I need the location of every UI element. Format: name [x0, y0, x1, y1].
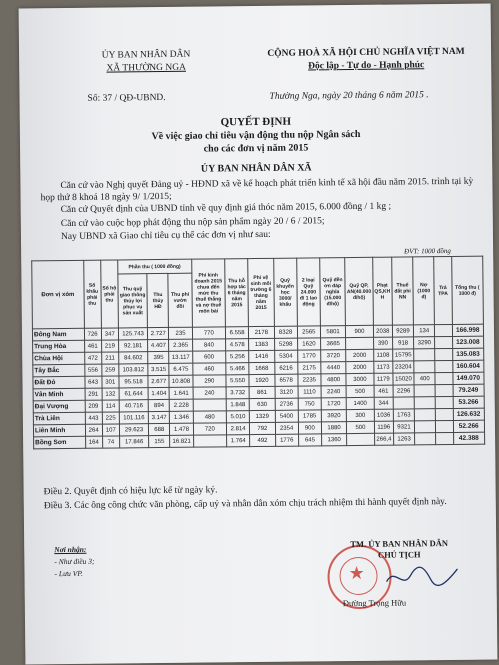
table-cell: 103.812 — [119, 364, 148, 376]
table-cell: 645 — [298, 434, 321, 446]
recipient-item: - Như điều 3; — [54, 556, 95, 567]
table-cell: 74 — [102, 436, 119, 448]
handwritten-signature — [384, 561, 459, 592]
col-header: Phí kinh doanh 2015 chưa đến mức thu thuế thắng và nợ thuế môn bài — [191, 259, 225, 327]
table-cell: 461 — [84, 340, 101, 352]
table-cell — [435, 384, 452, 396]
table-cell: 390 — [373, 337, 392, 349]
table-cell: 291 — [85, 388, 102, 400]
table-cell — [193, 399, 226, 411]
document-subtitle-1: Về việc giao chỉ tiêu vận động thu nộp Ngân sách — [151, 128, 361, 143]
col-header: Tổng thu ( 1000 đ) — [451, 256, 483, 324]
unit-name-cell: Đất Đỏ — [33, 376, 85, 389]
table-cell: 1.641 — [169, 387, 192, 399]
col-header: Thu phí vườn đồi — [168, 273, 192, 327]
table-cell: 4.578 — [226, 339, 249, 351]
col-header: Thu quỹ giao thông thủy lợi phục vụ sản xuất — [118, 274, 148, 328]
table-cell: 1.848 — [226, 399, 249, 411]
recipients — [54, 544, 95, 580]
table-cell: 3120 — [275, 386, 298, 398]
table-cell: 500 — [347, 421, 375, 433]
table-cell: 344 — [374, 397, 393, 409]
col-header: Quỹ đền ơn đáp nghĩa (15.000 đ/hộ) — [320, 258, 346, 326]
nation-line2: Độc lập - Tự do - Hạnh phúc — [308, 60, 425, 72]
table-cell: 15020 — [393, 373, 414, 385]
signature-block — [324, 538, 474, 562]
nation-line1: CỘNG HOÀ XÃ HỘI CHỦ NGHĨA VIỆT NAM — [267, 46, 465, 59]
table-cell — [436, 408, 453, 420]
col-header: Đơn vị xóm — [32, 260, 84, 329]
table-cell: 2175 — [298, 362, 321, 374]
table-cell: 114 — [102, 400, 119, 412]
signature-role: CHỦ TỊCH — [377, 549, 421, 560]
table-cell: 347 — [101, 328, 118, 340]
col-header: Thu hỗ hợp tác 6 tháng năm 2015 — [225, 259, 249, 327]
table-cell: 1173 — [373, 361, 392, 373]
table-cell: 17.846 — [119, 436, 148, 448]
table-cell — [415, 433, 436, 445]
table-cell: 1360 — [322, 434, 347, 446]
table-cell — [436, 432, 453, 444]
table-cell: 4.407 — [148, 339, 169, 351]
table-cell: 1785 — [298, 410, 321, 422]
table-cell: 1196 — [374, 421, 393, 433]
total-cell: 126.632 — [453, 408, 485, 420]
table-cell: 290 — [193, 375, 226, 387]
unit-name-cell: Đại Vượng — [33, 400, 85, 413]
table-cell: 861 — [249, 386, 274, 398]
table-cell — [415, 421, 436, 433]
table-cell: 211 — [101, 352, 118, 364]
table-cell: 1763 — [393, 409, 414, 421]
table-cell: 8328 — [274, 326, 297, 338]
table-cell: 5400 — [275, 410, 298, 422]
unit-name-cell: Đông Nam — [32, 328, 84, 341]
table-cell: 400 — [414, 373, 435, 385]
article-3: Điều 3. Các ông công chức văn phòng, cấp uỷ và nhân dân xóm chịu trách nhiệm thi hành quyết định này. — [43, 497, 447, 512]
table-cell: 4800 — [321, 374, 346, 386]
col-group-header: Phần thu ( 1000 đồng) — [118, 259, 192, 274]
table-cell: 2240 — [321, 386, 346, 398]
table-cell: 61.644 — [119, 388, 148, 400]
table-cell: 5304 — [274, 350, 297, 362]
total-cell: 52.266 — [453, 420, 485, 432]
table-cell: 264 — [85, 424, 102, 436]
table-cell — [193, 435, 226, 447]
table-cell: 92.181 — [118, 340, 147, 352]
table-cell: 500 — [346, 385, 374, 397]
table-cell: 1263 — [393, 433, 414, 445]
total-cell: 53.266 — [453, 396, 485, 408]
table-cell: 726 — [84, 328, 101, 340]
table-cell: 9289 — [392, 325, 413, 337]
org-line2: XÃ THƯỜNG NGA — [106, 62, 187, 74]
total-cell: 160.604 — [452, 360, 484, 372]
table-cell: 3.732 — [226, 387, 249, 399]
table-cell — [414, 385, 435, 397]
table-cell — [435, 324, 452, 336]
table-cell — [414, 361, 435, 373]
table-cell: 492 — [250, 434, 275, 446]
article-2: Điều 2. Quyết định có hiệu lực kể từ ngày ký. — [43, 485, 218, 498]
table-cell — [346, 337, 374, 349]
table-cell: 443 — [85, 412, 102, 424]
table-cell: 1880 — [321, 422, 346, 434]
table-cell: 1.478 — [170, 423, 193, 435]
table-cell: 395 — [148, 351, 169, 363]
table-cell: 13.117 — [169, 351, 192, 363]
table-body — [32, 324, 484, 449]
table-cell: 643 — [84, 376, 101, 388]
table-cell: 3.515 — [148, 363, 169, 375]
col-header: Phí vệ sinh môi trường 6 tháng năm 2015 — [248, 258, 274, 326]
table-cell: 688 — [149, 423, 170, 435]
allocation-table — [31, 256, 485, 450]
table-cell: 3665 — [321, 338, 346, 350]
unit-name-cell: Bồng Sơn — [34, 436, 86, 449]
table-cell — [436, 420, 453, 432]
table-cell: 2.677 — [148, 375, 169, 387]
unit-name-cell: Tây Bắc — [33, 364, 85, 377]
table-cell: 107 — [102, 424, 119, 436]
table-cell — [435, 336, 452, 348]
table-cell: 134 — [414, 325, 435, 337]
table-cell — [393, 397, 414, 409]
table-cell: 1400 — [346, 397, 374, 409]
table-cell: 1.404 — [148, 387, 169, 399]
table-cell: 720 — [193, 423, 226, 435]
unit-name-cell: Chùa Hội — [33, 352, 85, 365]
table-cell: 840 — [192, 339, 225, 351]
total-cell: 166.998 — [452, 324, 484, 336]
table-cell: 1108 — [373, 349, 392, 361]
table-cell: 101.116 — [119, 412, 148, 424]
table-cell: 95.518 — [119, 376, 148, 388]
total-cell: 42.388 — [453, 432, 485, 444]
table-cell: 792 — [250, 422, 275, 434]
document-subtitle-2: cho các đơn vị năm 2015 — [203, 142, 309, 155]
document-number: Số: 37 / QĐ-UBND. — [87, 92, 166, 104]
table-cell: 155 — [149, 435, 170, 447]
table-cell: 3000 — [346, 373, 374, 385]
table-cell: 6578 — [274, 374, 297, 386]
preamble-1: Căn cứ vào Nghị quyết Đảng uỷ - HĐND xã về kế hoạch phát triển kinh tế xã hội đầu năm 2015. trình tại kỳ họp thứ 8 khoá 18 ngày 9/ 1/2015; — [40, 176, 474, 204]
table-cell: 2178 — [249, 326, 274, 338]
table-cell: 630 — [249, 398, 274, 410]
issuer-heading: ỦY BAN NHÂN DÂN XÃ — [200, 162, 312, 175]
table-cell: 235 — [169, 327, 192, 339]
table-cell: 2565 — [297, 326, 320, 338]
col-header: Thu thủy HĐ — [147, 273, 169, 327]
table-cell: 472 — [84, 352, 101, 364]
table-cell: 5.550 — [226, 375, 249, 387]
total-cell: 123.008 — [452, 336, 484, 348]
col-header: 2 loại Quỹ 24.000 đ/ 1 lao động — [296, 258, 320, 326]
col-header: Thuế đất phi NN — [392, 257, 414, 325]
table-cell: 1036 — [374, 409, 393, 421]
table-cell: 2.365 — [169, 339, 192, 351]
unit-name-cell: Vân Minh — [33, 388, 85, 401]
table-cell: 900 — [346, 325, 374, 337]
unit-note: ĐVT: 1000 đồng — [404, 246, 451, 256]
table-cell: 1668 — [249, 362, 274, 374]
table-cell: 3290 — [414, 337, 435, 349]
org-line1: ỦY BAN NHÂN DÂN — [101, 49, 191, 61]
table-cell: 1776 — [275, 434, 298, 446]
table-cell: 2235 — [298, 374, 321, 386]
table-cell: 2.727 — [148, 327, 169, 339]
table-cell: 556 — [84, 364, 101, 376]
table-cell: 1620 — [297, 338, 320, 350]
table-cell: 1.764 — [227, 435, 250, 447]
document-title: QUYẾT ĐỊNH — [220, 115, 292, 129]
table-cell: 300 — [347, 409, 375, 421]
table-cell: 2.814 — [226, 423, 249, 435]
table-cell — [435, 372, 452, 384]
table-cell: 15795 — [393, 349, 414, 361]
table-cell: 1770 — [297, 350, 320, 362]
signature-title: TM. ỦY BAN NHÂN DÂN — [350, 538, 449, 550]
table-cell: 918 — [392, 337, 413, 349]
table-cell: 125.743 — [118, 328, 147, 340]
recipients-label: Nơi nhận: — [54, 544, 87, 555]
table-cell: 132 — [102, 388, 119, 400]
table-cell: 1.346 — [170, 411, 193, 423]
table-cell: 894 — [148, 399, 169, 411]
table-cell: 770 — [192, 327, 225, 339]
table-cell — [435, 360, 452, 372]
table-cell: 9321 — [393, 421, 414, 433]
table-cell: 2296 — [393, 385, 414, 397]
table-cell: 5.466 — [226, 363, 249, 375]
total-cell: 79.249 — [453, 384, 485, 396]
table-cell: 2000 — [346, 349, 374, 361]
table-cell: 6.558 — [225, 327, 248, 339]
table-cell: 1179 — [374, 373, 393, 385]
table-cell: 3920 — [321, 410, 346, 422]
table-cell: 5298 — [274, 338, 297, 350]
table-cell: 29.623 — [119, 424, 148, 436]
table-cell: 2000 — [346, 361, 374, 373]
table-cell: 6.475 — [169, 363, 192, 375]
national-motto — [251, 46, 481, 74]
table-cell: 6216 — [274, 362, 297, 374]
table-cell: 240 — [193, 387, 226, 399]
unit-name-cell: Trà Liên — [33, 412, 85, 425]
table-cell: 5801 — [320, 326, 345, 338]
preamble-3: Căn cứ vào cuộc họp phát động thu nộp sản phẩm ngày 20 / 6 / 2015; — [60, 216, 325, 230]
table-cell: 4440 — [321, 362, 346, 374]
table-cell — [414, 349, 435, 361]
table-cell — [414, 409, 435, 421]
table-cell: 1329 — [250, 410, 275, 422]
total-cell: 135.083 — [452, 348, 484, 360]
table-cell: 259 — [102, 364, 119, 376]
table-cell: 1383 — [249, 338, 274, 350]
recipient-item: - Lưu VP. — [54, 568, 83, 579]
table-cell: 84.602 — [119, 352, 148, 364]
col-header: Phạt QS,KH H — [372, 257, 392, 325]
table-cell: 164 — [85, 436, 102, 448]
table-cell: 2038 — [373, 325, 392, 337]
table-cell: 2354 — [275, 422, 298, 434]
official-seal: ★ — [327, 545, 392, 610]
table-cell: 2.228 — [170, 399, 193, 411]
signer-name: Đường Trọng Hữu — [342, 597, 407, 609]
table-cell: 16.821 — [170, 435, 193, 447]
table-cell: 2736 — [275, 398, 298, 410]
col-header: Trả TPA — [434, 256, 452, 324]
col-header: Quỹ khuyến học 3000/ khẩu — [273, 258, 297, 326]
table-cell: 1110 — [298, 386, 321, 398]
table-cell: 225 — [102, 412, 119, 424]
table-cell: 40.716 — [119, 400, 148, 412]
table-cell: 461 — [374, 385, 393, 397]
table-cell: 209 — [85, 400, 102, 412]
preamble-4: Nay UBND xã Giao chỉ tiêu cụ thể các đơn vị như sau: — [60, 229, 271, 243]
table-cell: 1720 — [321, 398, 346, 410]
place-date: Thường Nga, ngày 20 tháng 6 năm 2015 . — [269, 90, 429, 102]
issuing-authority — [81, 48, 211, 75]
table-cell: 23204 — [393, 361, 414, 373]
col-header: Nợ (1000 đ) — [413, 257, 435, 325]
table-cell: 5.256 — [226, 351, 249, 363]
col-header: Số khẩu phải thu — [83, 260, 101, 328]
table-cell: 480 — [193, 411, 226, 423]
col-header: Số hộ phải thu — [100, 260, 118, 328]
table-cell — [435, 348, 452, 360]
total-cell: 149.070 — [452, 372, 484, 384]
table-cell: 600 — [192, 351, 225, 363]
table-cell: 900 — [298, 422, 321, 434]
table-cell: 266,4 — [374, 433, 393, 445]
unit-name-cell: Liên Minh — [33, 424, 85, 437]
table-cell — [435, 396, 452, 408]
table-cell: 1416 — [249, 350, 274, 362]
table-cell: 10.808 — [169, 375, 192, 387]
table-cell: 460 — [192, 363, 225, 375]
table-cell — [347, 433, 375, 445]
table-cell: 219 — [101, 340, 118, 352]
table-cell: 5.010 — [226, 411, 249, 423]
preamble-2: Căn cứ Quyết định của UBND tỉnh về quy định giá thóc năm 2015, 6.000 đồng / 1 kg ; — [60, 201, 392, 216]
table-cell: 3720 — [321, 350, 346, 362]
table-cell: 3.147 — [149, 411, 170, 423]
col-header: Quỹ QP, AN(40.000 đ/hộ) — [345, 257, 373, 325]
table-cell — [414, 397, 435, 409]
table-cell: 750 — [298, 398, 321, 410]
table-cell: 1920 — [249, 374, 274, 386]
decision-document — [19, 4, 498, 665]
unit-name-cell: Trung Hòa — [33, 340, 85, 353]
table-cell: 301 — [102, 376, 119, 388]
